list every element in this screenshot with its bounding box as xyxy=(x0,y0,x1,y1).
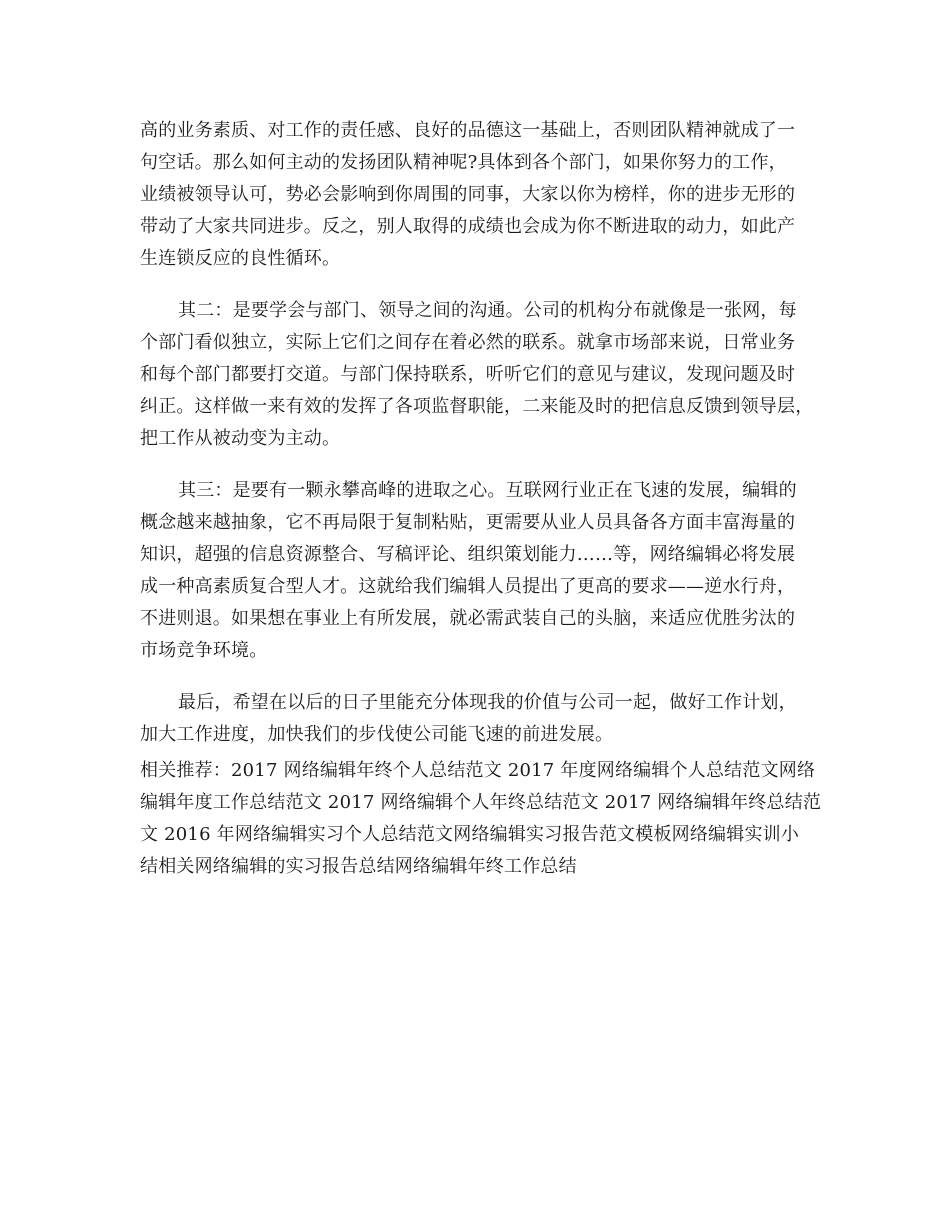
paragraph-4-line-1: 最后，希望在以后的日子里能充分体现我的价值与公司一起，做好工作计划， xyxy=(178,692,797,713)
paragraph-2-line-4: 纠正。这样做一来有效的发挥了各项监督职能，二来能及时的把信息反馈到领导层， xyxy=(140,396,814,417)
related-recommendations-line-3: 文 2016 年网络编辑实习个人总结范文网络编辑实习报告范文模板网络编辑实训小 xyxy=(140,824,800,845)
paragraph-1-line-5: 生连锁反应的良性循环。 xyxy=(140,248,341,269)
paragraph-1-line-1: 高的业务素质、对工作的责任感、良好的品德这一基础上，否则团队精神就成了一 xyxy=(140,120,796,141)
paragraph-3-line-3: 知识，超强的信息资源整合、写稿评论、组织策划能力……等，网络编辑必将发展 xyxy=(140,544,796,565)
paragraph-4-line-2: 加大工作进度，加快我们的步伐使公司能飞速的前进发展。 xyxy=(140,724,614,745)
paragraph-3-line-1: 其三：是要有一颗永攀高峰的进取之心。互联网行业正在飞速的发展，编辑的 xyxy=(178,480,797,501)
related-recommendations-line-1: 相关推荐：2017 网络编辑年终个人总结范文 2017 年度网络编辑个人总结范文网络 xyxy=(140,760,816,781)
paragraph-1-line-3: 业绩被领导认可，势必会影响到你周围的同事，大家以你为榜样，你的进步无形的 xyxy=(140,184,796,205)
paragraph-1-line-4: 带动了大家共同进步。反之，别人取得的成绩也会成为你不断进取的动力，如此产 xyxy=(140,216,796,237)
paragraph-3-line-2: 概念越来越抽象，它不再局限于复制粘贴，更需要从业人员具备各方面丰富海量的 xyxy=(140,512,796,533)
paragraph-3-line-4: 成一种高素质复合型人才。这就给我们编辑人员提出了更高的要求——逆水行舟， xyxy=(140,576,796,597)
paragraph-1-line-2: 句空话。那么如何主动的发扬团队精神呢?具体到各个部门，如果你努力的工作， xyxy=(140,152,787,173)
paragraph-2-line-1: 其二：是要学会与部门、领导之间的沟通。公司的机构分布就像是一张网，每 xyxy=(178,300,797,321)
paragraph-2-line-3: 和每个部门都要打交道。与部门保持联系，听听它们的意见与建议，发现问题及时 xyxy=(140,364,796,385)
paragraph-2-line-5: 把工作从被动变为主动。 xyxy=(140,428,341,449)
related-recommendations-line-2: 编辑年度工作总结范文 2017 网络编辑个人年终总结范文 2017 网络编辑年终总结范 xyxy=(140,792,822,813)
related-recommendations-line-4: 结相关网络编辑的实习报告总结网络编辑年终工作总结 xyxy=(140,856,577,877)
paragraph-3-line-5: 不进则退。如果想在事业上有所发展，就必需武装自己的头脑，来适应优胜劣汰的 xyxy=(140,608,796,629)
paragraph-3-line-6: 市场竞争环境。 xyxy=(140,640,268,661)
paragraph-2-line-2: 个部门看似独立，实际上它们之间存在着必然的联系。就拿市场部来说，日常业务 xyxy=(140,332,796,353)
